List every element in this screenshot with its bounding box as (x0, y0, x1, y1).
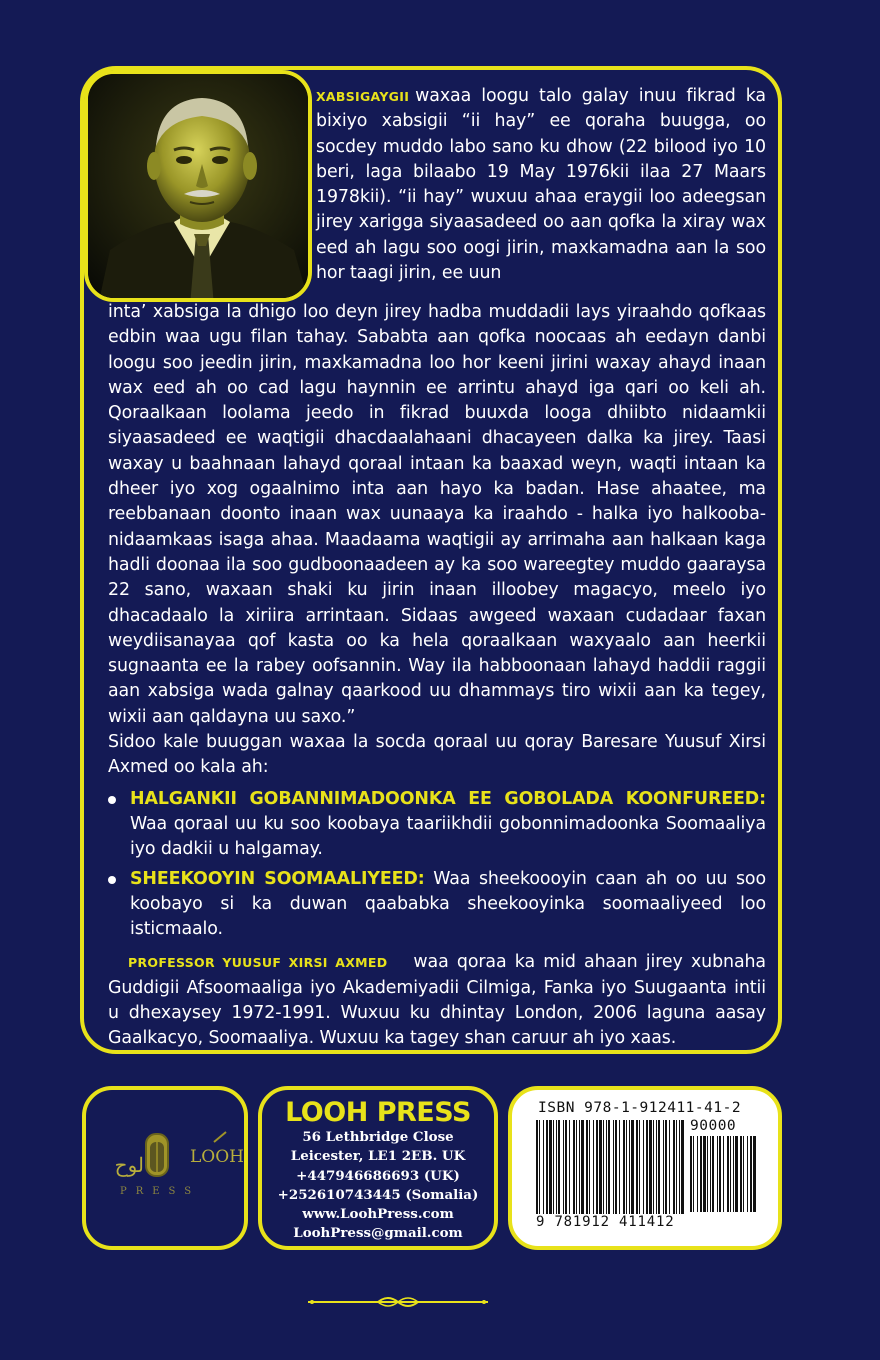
bullet-dot-icon (108, 796, 116, 804)
bio-heading: PROFESSOR YUUSUF XIRSI AXMED (128, 955, 388, 971)
barcode-bar (549, 1120, 552, 1214)
barcode-bar (556, 1120, 557, 1214)
price-code: 90000 (690, 1118, 737, 1134)
list-item (108, 867, 766, 943)
barcode-bar (623, 1120, 625, 1214)
publisher-address-line1: 56 Lethbridge Close (302, 1129, 454, 1145)
barcode-bar (733, 1136, 734, 1212)
ornament-divider-icon (308, 1294, 488, 1310)
barcode-bar (719, 1136, 721, 1212)
barcode-bar (569, 1120, 570, 1214)
barcode-bar (636, 1120, 638, 1214)
barcode-bar (563, 1120, 564, 1214)
logo-latin: LOOH (190, 1147, 244, 1167)
barcode-bar (631, 1120, 634, 1214)
barcode-bar (649, 1120, 652, 1214)
addon-barcode-icon (690, 1136, 760, 1212)
logo-arabic: لوح (114, 1153, 144, 1177)
publisher-email: LoohPress@gmail.com (293, 1225, 463, 1242)
logo-sub: PRESS (120, 1186, 201, 1197)
list-item-text: Waa qoraal uu ku soo koobaya taariikhdii gobonnimadoonka Soomaaliya iyo dadkii u halgamay. (130, 813, 766, 860)
barcode-bar (723, 1136, 724, 1212)
barcode-bar (707, 1136, 708, 1212)
barcode-bar (665, 1120, 667, 1214)
barcode-bar (703, 1136, 706, 1212)
barcode-bar (546, 1120, 548, 1214)
list-item-heading: HALGANKII GOBANNIMADOONKA EE GOBOLADA KOONFUREED: (130, 788, 766, 809)
barcode-bar (740, 1136, 742, 1212)
barcode-bar (747, 1136, 748, 1212)
bullet-dot-icon (108, 876, 116, 884)
isbn-barcode-box (508, 1086, 782, 1250)
barcode-bar (712, 1136, 714, 1212)
barcode-bar (579, 1120, 580, 1214)
barcode-bar (615, 1120, 617, 1214)
barcode-bar (573, 1120, 575, 1214)
barcode-bar (589, 1120, 590, 1214)
barcode-bar (599, 1120, 602, 1214)
barcode-bar (565, 1120, 567, 1214)
ean-barcode-icon (536, 1120, 686, 1214)
barcode-bar (639, 1120, 640, 1214)
intro-paragraph (316, 84, 766, 286)
barcode-bar (673, 1120, 675, 1214)
list-item-text: Waa sheekoooyin caan ah oo uu soo koobayo si ka duwan qaababka sheekooyinka soomaaliyeed loo isticmaalo. (130, 868, 766, 940)
publisher-address-line2: Leicester, LE1 2EB. UK (290, 1148, 466, 1165)
ean-digits: 9 781912 411412 (536, 1214, 675, 1230)
barcode-bar (646, 1120, 648, 1214)
barcode-bar (697, 1136, 698, 1212)
barcode-bar (730, 1136, 731, 1212)
barcode-bar (606, 1120, 607, 1214)
barcode-bar (679, 1120, 680, 1214)
intro-text: waxaa loogu talo galay inuu fikrad ka bixiyo xabsigii “ii hay” ee qoraha buugga, oo socdey muddo labo sano ku dhow (22 bilood iyo 10 beri, laga bilaabo 19 May 1976kii ilaa 27 Maars 1978kii). “ii hay” wuxuu ahaa eraygii loo adeegsan jirey xarigga siyaasadeed oo aan qofka la xiray wax eed ah lagu soo oogi jirin, maxkamadna aan la soo hor taagi jirin, ee uun (316, 86, 766, 284)
looh-logo-icon (86, 1090, 244, 1246)
barcode-bar (669, 1120, 670, 1214)
barcode-bar (586, 1120, 588, 1214)
barcode-bar (676, 1120, 677, 1214)
barcode-bar (663, 1120, 664, 1214)
barcode-bar (608, 1120, 610, 1214)
author-photo (84, 70, 312, 302)
list-item (108, 787, 766, 863)
bio-paragraph (108, 950, 766, 1051)
barcode-bar (727, 1136, 729, 1212)
publisher-logo-box (82, 1086, 248, 1250)
barcode-bar (690, 1136, 692, 1212)
barcode-bar (596, 1120, 598, 1214)
publisher-name: LOOH PRESS (285, 1097, 471, 1128)
barcode-bar (643, 1120, 644, 1214)
barcode-bar (700, 1136, 702, 1212)
bio-text: waa qoraa ka mid ahaan jirey xubnaha Guddigii Afsoomaaliga iyo Akademiyadii Cilmiga, Fanka iyo Suugaanta intii u dhexaysey 1972-1991. Wuxuu ku dhintay London, 2006 laguna aasay Gaalkacyo, Soomaaliya. Wuxuu ka tagey shan caruur ah iyo xaas. (108, 952, 766, 1049)
barcode-bar (653, 1120, 654, 1214)
barcode-bar (629, 1120, 630, 1214)
list-item-heading: SHEEKOOYIN SOOMAALIYEED: (130, 868, 425, 889)
publisher-phone-uk: +447946686693 (UK) (296, 1167, 460, 1184)
body-text (108, 300, 766, 1052)
barcode-bar (750, 1136, 752, 1212)
barcode-bar (613, 1120, 614, 1214)
barcode-bar (543, 1120, 544, 1214)
barcode-bar (553, 1120, 554, 1214)
barcode-bar (693, 1136, 694, 1212)
barcode-bar (581, 1120, 584, 1214)
barcode-bar (656, 1120, 657, 1214)
barcode-bar (681, 1120, 684, 1214)
barcode-bar (626, 1120, 627, 1214)
isbn-number: ISBN 978-1-912411-41-2 (538, 1100, 742, 1116)
lead-heading: XABSIGAYGII (316, 89, 410, 104)
barcode-bar (735, 1136, 738, 1212)
barcode-bar (619, 1120, 620, 1214)
publisher-info-box (258, 1086, 498, 1250)
works-list (108, 787, 766, 943)
barcode-bar (603, 1120, 604, 1214)
barcode-bar (593, 1120, 594, 1214)
also-paragraph: Sidoo kale buuggan waxaa la socda qoraal uu qoray Baresare Yuusuf Xirsi Axmed oo kala ah: (108, 732, 766, 778)
author-photo-image (88, 74, 312, 302)
barcode-bar (536, 1120, 538, 1214)
publisher-website: www.LoohPress.com (302, 1206, 454, 1223)
barcode-bar (658, 1120, 660, 1214)
barcode-bar (753, 1136, 756, 1212)
barcode-bar (743, 1136, 744, 1212)
barcode-bar (710, 1136, 711, 1212)
barcode-bar (539, 1120, 540, 1214)
publisher-phone-somalia: +252610743445 (Somalia) (277, 1186, 479, 1203)
barcode-bar (558, 1120, 560, 1214)
barcode-bar (576, 1120, 577, 1214)
quote-paragraph: inta’ xabsiga la dhigo loo deyn jirey hadba muddadii lays yiraahdo qofkaas edbin waa ugu filan tahay. Sababta aan qofka noocaas ah eedayn danbi loogu soo jeedin jirin, maxkamadna loo hor keeni jirini waxay ahayd inaan wax eed ah oo cad lagu haynnin ee arrintu ahayd iga qari oo keli ah. Qoraalkaan loolama jeedo in fikrad buuxda looga dhiibto nidaamkii siyaasadeed ee waqtigii dhacdaalahaani dhacayeen dalka ka jirey. Taasi waxay u baahnaan lahayd qoraal intaan ka baaxad weyn, waqti intaan ka dheer iyo xog ogaalnimo inta aan hayo ka badan. Hase ahaatee, ma reebbanaan doonto inaan wax uunaaya ka iraahdo - halka iyo halkooba- nidaamkaas isaga ahaa. Maadaama waqtigii ay arrimaha aan halkaan kaga hadli doonaa ila soo gudboonaadeen ay ka soo wareegtey muddo gaaraysa 22 sano, waxaan shaki ku jirin inaan illoobey magacyo, meelo iyo dhacadaalo la xiriira arrintaan. Sidaas awgeed waxaan cudadaar faxan weydiisanayaa qof kasta oo ka hela qoraalkaan waxyaalo aan heerkii sugnaanta ee la rabey oofsannin. Way ila habboonaan lahayd haddii raggii aan xabsiga wada galnay qaarkood uu dhammays tiro wixii aan ka tegey, wixii aan qaldayna uu saxo.” (108, 302, 766, 727)
barcode-bar (717, 1136, 718, 1212)
